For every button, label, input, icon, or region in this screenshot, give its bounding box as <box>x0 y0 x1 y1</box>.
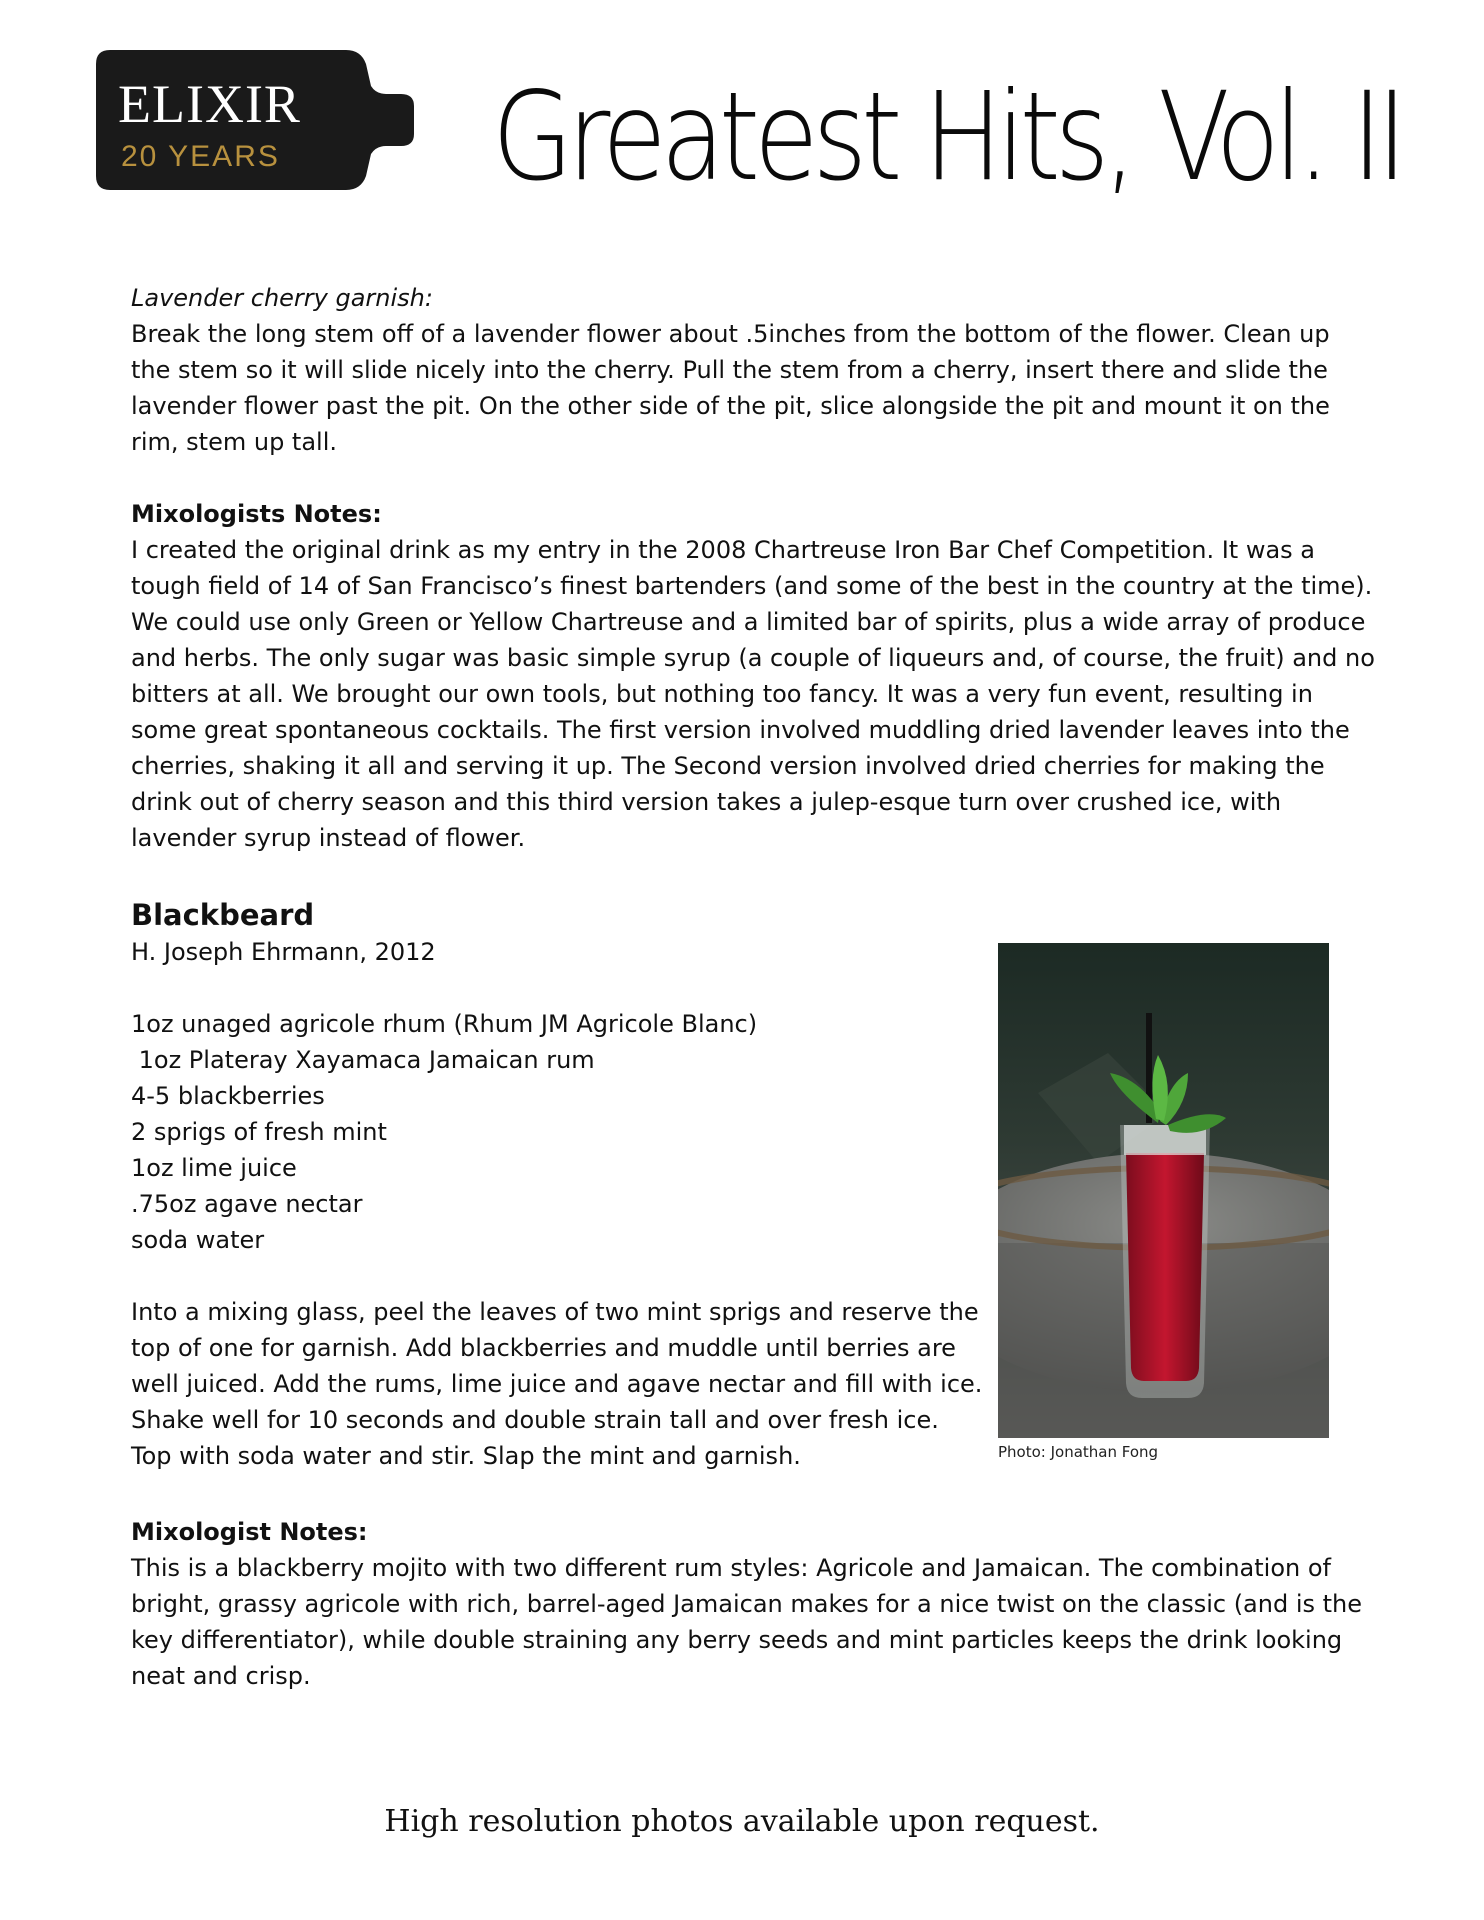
notes-line: tough field of 14 of San Francisco’s finest bartenders (and some of the best in the country at the time). <box>131 572 1373 600</box>
ingredient: 1oz Plateray Xayamaca Jamaican rum <box>131 1046 595 1074</box>
notes-line: bitters at all. We brought our own tools, but nothing too fancy. It was a very fun event, resulting in <box>131 680 1313 708</box>
notes-line: key differentiator), while double straining any berry seeds and mint particles keeps the drink looking <box>131 1626 1343 1654</box>
notes-line: bright, grassy agricole with rich, barrel-aged Jamaican makes for a nice twist on the classic (and is the <box>131 1590 1363 1618</box>
recipe-author: H. Joseph Ehrmann, 2012 <box>131 938 436 966</box>
garnish-line: the stem so it will slide nicely into the cherry. Pull the stem from a cherry, insert there and slide the <box>131 356 1328 384</box>
garnish-line: rim, stem up tall. <box>131 428 338 456</box>
cocktail-photo <box>998 943 1329 1438</box>
notes-line: drink out of cherry season and this third version takes a julep-esque turn over crushed ice, with <box>131 788 1282 816</box>
notes-line: We could use only Green or Yellow Chartreuse and a limited bar of spirits, plus a wide array of produce <box>131 608 1366 636</box>
notes-line: lavender syrup instead of flower. <box>131 824 526 852</box>
notes-line: neat and crisp. <box>131 1662 311 1690</box>
method-line: Into a mixing glass, peel the leaves of two mint sprigs and reserve the <box>131 1298 979 1326</box>
mixologist-notes-heading: Mixologist Notes: <box>131 1518 368 1546</box>
notes-line: some great spontaneous cocktails. The first version involved muddling dried lavender leaves into the <box>131 716 1350 744</box>
method-line: Top with soda water and stir. Slap the mint and garnish. <box>131 1442 801 1470</box>
recipe-title: Blackbeard <box>131 898 315 932</box>
mixologist-notes-section <box>131 1514 1362 1694</box>
logo-text: ELIXIR <box>118 74 301 134</box>
ingredient: 4-5 blackberries <box>131 1082 325 1110</box>
mixologists-notes-heading: Mixologists Notes: <box>131 500 382 528</box>
mixologists-notes-section <box>131 496 1375 856</box>
garnish-line: lavender flower past the pit. On the other side of the pit, slice alongside the pit and mount it on the <box>131 392 1330 420</box>
notes-line: I created the original drink as my entry in the 2008 Chartreuse Iron Bar Chef Competition. It was a <box>131 536 1315 564</box>
elixir-logo <box>96 50 421 190</box>
page-title: Greatest Hits, Vol. II <box>492 66 1402 208</box>
recipe-section <box>131 896 982 1474</box>
method-line: Shake well for 10 seconds and double strain tall and over fresh ice. <box>131 1406 939 1434</box>
ingredient: 1oz lime juice <box>131 1154 297 1182</box>
garnish-heading: Lavender cherry garnish: <box>131 284 433 312</box>
notes-line: This is a blackberry mojito with two different rum styles: Agricole and Jamaican. The combination of <box>131 1554 1331 1582</box>
ingredient: .75oz agave nectar <box>131 1190 363 1218</box>
notes-line: and herbs. The only sugar was basic simple syrup (a couple of liqueurs and, of course, the fruit) and no <box>131 644 1375 672</box>
method-line: well juiced. Add the rums, lime juice and agave nectar and fill with ice. <box>131 1370 983 1398</box>
method-line: top of one for garnish. Add blackberries and muddle until berries are <box>131 1334 956 1362</box>
ingredient: 1oz unaged agricole rhum (Rhum JM Agricole Blanc) <box>131 1010 758 1038</box>
ingredient: soda water <box>131 1226 265 1254</box>
garnish-line: Break the long stem off of a lavender flower about .5inches from the bottom of the flower. Clean up <box>131 320 1330 348</box>
photo-credit: Photo: Jonathan Fong <box>998 1443 1159 1461</box>
footer-note: High resolution photos available upon request. <box>384 1804 1100 1839</box>
logo-subtext: 20 YEARS <box>121 140 280 173</box>
ingredient: 2 sprigs of fresh mint <box>131 1118 387 1146</box>
garnish-section <box>131 280 1330 460</box>
notes-line: cherries, shaking it all and serving it up. The Second version involved dried cherries for making the <box>131 752 1325 780</box>
